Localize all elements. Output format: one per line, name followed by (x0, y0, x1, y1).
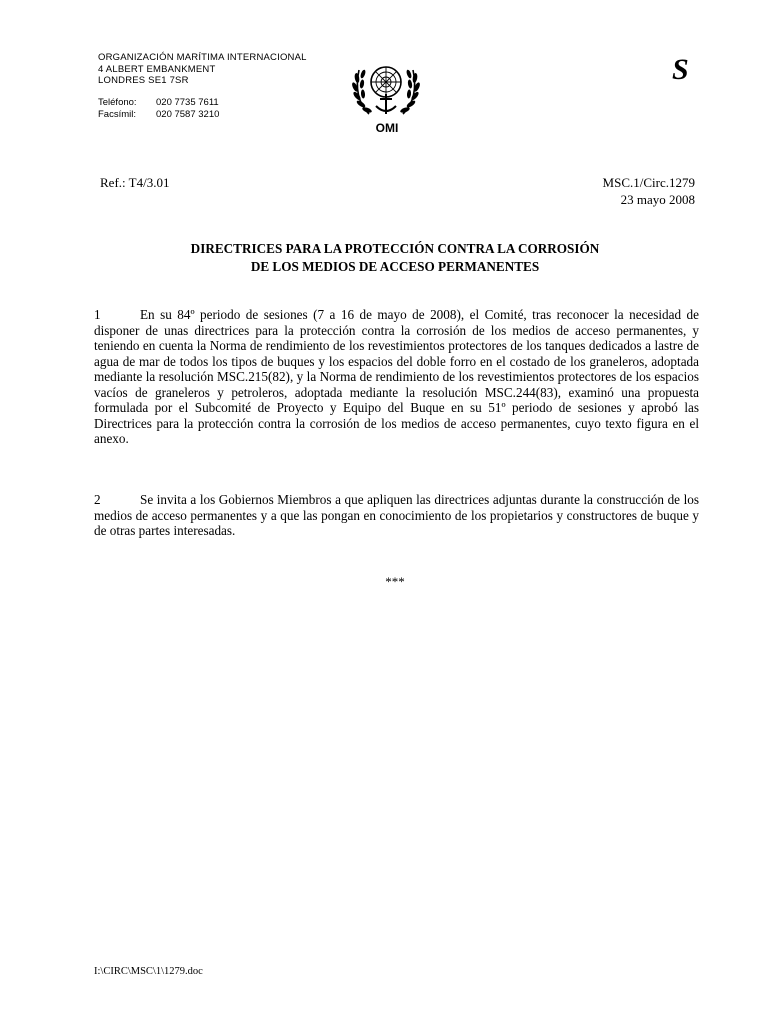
paragraph-number: 2 (94, 492, 101, 507)
contact-info (98, 97, 219, 120)
phone-label: Teléfono: (98, 97, 137, 108)
paragraph-number: 1 (94, 307, 101, 322)
org-name: ORGANIZACIÓN MARÍTIMA INTERNACIONAL (98, 52, 307, 63)
file-path: I:\CIRC\MSC\1\1279.doc (94, 966, 203, 977)
org-city: LONDRES SE1 7SR (98, 75, 189, 86)
section-separator: *** (385, 574, 405, 589)
organization-address (98, 52, 307, 87)
document-reference (603, 175, 695, 208)
language-code: S (672, 53, 689, 86)
paragraph-2 (94, 492, 699, 539)
circular-number: MSC.1/Circ.1279 (602, 175, 695, 190)
reference-number: Ref.: T4/3.01 (100, 175, 170, 190)
fax-row (98, 109, 219, 121)
paragraph-text: En su 84º periodo de sesiones (7 a 16 de mayo de 2008), el Comité, tras reconocer la necesidad de disponer de unas directrices para la protección contra la corrosión de los medios de acceso permanentes, y teniendo en cuenta la Norma de rendimiento de los revestimientos protectores de los tanques dedicados a lastre de agua de mar de todos los tipos de buques y los espacios del doble forro en el costado de los graneleros, adoptada mediante la resolución MSC.215(82), y la Norma de rendimiento de los revestimientos protectores de los espacios vacíos de graneleros y petroleros, adoptada mediante la resolución MSC.244(83), examinó una propuesta formulada por el Subcomité de Proyecto y Equipo del Buque en su 51º periodo de sesiones y aprobó las Directrices para la protección contra la corrosión de los medios de acceso permanentes, cuyo texto figura en el anexo. (94, 307, 699, 446)
title-line-1: DIRECTRICES PARA LA PROTECCIÓN CONTRA LA CORROSIÓN (190, 241, 600, 256)
org-street: 4 ALBERT EMBANKMENT (98, 63, 216, 75)
title-line-2: DE LOS MEDIOS DE ACCESO PERMANENTES (250, 259, 540, 274)
fax-label: Facsímil: (98, 108, 136, 120)
fax-value: 020 7587 3210 (156, 108, 220, 120)
paragraph-1 (94, 307, 699, 447)
logo-caption: OMI (375, 121, 399, 135)
imo-emblem-icon (349, 54, 423, 120)
phone-row (98, 97, 219, 109)
document-title (94, 240, 696, 276)
paragraph-text: Se invita a los Gobiernos Miembros a que apliquen las directrices adjuntas durante la construcción de los medios de acceso permanentes y a que las pongan en conocimiento de los propietarios y constructores de buque y de otras partes interesadas. (94, 492, 699, 538)
phone-value: 020 7735 7611 (156, 97, 219, 108)
document-date: 23 mayo 2008 (620, 191, 695, 207)
